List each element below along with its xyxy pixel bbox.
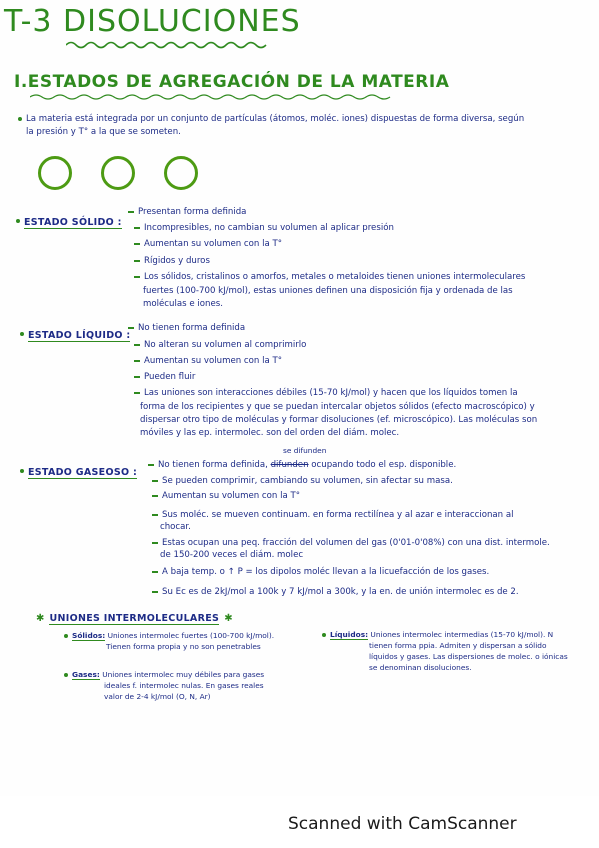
gaseoso-item-text: Estas ocupan una peq. fracción del volumen del gas (0'01-0'08%) con una dist. intermole. [162,538,550,548]
liquido-item [128,322,245,335]
gaseoso-item-text: Aumentan su volumen con la T° [162,491,301,501]
gaseoso-item [148,459,456,472]
solido-item-cont: moléculas e iones. [143,299,223,309]
liquido-item-text: Las uniones son interacciones débiles (15-70 kJ/mol) y hacen que los líquidos tomen la [144,388,518,398]
dash-icon [152,591,158,593]
uniones-gases-text: Uniones intermolec muy débiles para gases [102,670,265,679]
bullet-dot-icon [64,673,68,677]
solido-label-text: ESTADO SÓLIDO : [24,217,122,228]
liquido-item-cont: móviles y las ep. intermolec. son del orden del diám. molec. [140,428,400,438]
intro-line-2: la presión y T° a la que se someten. [26,127,181,137]
solido-item [134,222,394,235]
star-icon: ✱ [224,613,233,624]
dash-icon [134,276,140,278]
liquido-item [134,371,195,384]
page-title: T-3 DISOLUCIONES [4,4,301,39]
gaseoso-item [152,586,519,599]
bullet-dot-icon [64,634,68,638]
solido-item-text: Rígidos y duros [144,256,210,266]
dash-icon [152,495,158,497]
uniones-gases-line: ideales f. intermolec nulas. En gases reales [104,681,264,690]
dash-icon [134,392,140,394]
gaseoso-label [20,460,137,479]
dash-icon [134,344,140,346]
dash-icon [134,260,140,262]
bullet-dot-icon [322,633,326,637]
liquido-item [134,355,282,368]
solido-item-text: Aumentan su volumen con la T° [144,239,283,249]
uniones-gases [64,670,264,681]
solido-item-text: Incompresibles, no cambian su volumen al aplicar presión [144,223,394,233]
intro-text-1: La materia está integrada por un conjunto de partículas (átomos, moléc. iones) dispuestas de forma diversa, según [26,114,525,124]
gaseoso-label-text: ESTADO GASEOSO : [28,467,138,478]
dash-icon [152,571,158,573]
liquido-label-text: ESTADO LÍQUIDO : [28,330,131,341]
gaseoso-item-text: A baja temp. o ↑ P = los dipolos moléc llevan a la licuefacción de los gases. [162,567,490,577]
gaseoso-item [152,566,489,579]
dash-icon [152,480,158,482]
dash-icon [134,243,140,245]
dash-icon [134,227,140,229]
bullet-dot-icon [16,219,20,223]
gaseoso-item-text: Su Ec es de 2kJ/mol a 100k y 7 kJ/mol a 300k, y la en. de unión intermolec es de 2. [162,587,519,597]
gaseoso-item-text: Se pueden comprimir, cambiando su volumen, sin afectar su masa. [162,476,453,486]
solido-item [134,255,210,268]
particle-circle-icon [164,156,198,190]
gaseoso-item-cont: chocar. [160,522,191,532]
uniones-gases-label: Gases: [72,670,100,679]
particle-circle-icon [101,156,135,190]
gaseoso-item [152,490,300,503]
title-wavy-underline [66,40,271,50]
uniones-solidos-text: Uniones intermolec fuertes (100-700 kJ/mol). [107,631,275,640]
liquido-item-cont: forma de los recipientes y que se puedan intercalar objetos sólidos (efecto macroscópico) y [140,402,535,412]
gaseoso-item-cont: de 150-200 veces el diám. molec [160,550,304,560]
uniones-title-text: UNIONES INTERMOLECULARES [49,613,220,624]
section-title-underline [30,93,395,101]
uniones-gases-line: valor de 2-4 kJ/mol (O, N, Ar) [104,692,211,701]
uniones-liquidos-label: Líquidos: [330,630,369,639]
gaseoso-item-text: No tienen forma definida, [158,460,268,470]
solido-item [128,206,246,219]
uniones-liquidos-line: se denominan disoluciones. [369,663,472,672]
particle-circle-icon [38,156,72,190]
solido-item-text: Presentan forma definida [138,207,247,217]
gaseoso-insert-note: se difunden [283,446,327,455]
dash-icon [152,542,158,544]
intro-line-1 [18,113,524,126]
solido-item-text: Los sólidos, cristalinos o amorfos, metales o metaloides tienen uniones intermoleculares [144,272,526,282]
uniones-title [36,606,233,625]
uniones-solidos-label: Sólidos: [72,631,106,640]
solido-item [134,271,525,284]
gaseoso-item-text: ocupando todo el esp. disponible. [311,460,457,470]
gaseoso-item-text: Sus moléc. se mueven continuam. en forma rectilínea y al azar e interaccionan al [162,510,514,520]
liquido-label [20,323,130,342]
liquido-item-text: No tienen forma definida [138,323,246,333]
bullet-dot-icon [20,332,24,336]
solido-label [16,210,122,229]
gaseoso-item [152,475,453,488]
bullet-dot-icon [18,117,22,121]
solido-item-cont: fuertes (100-700 kJ/mol), estas uniones definen una disposición fija y ordenada de las [143,286,513,296]
uniones-liquidos-line: líquidos y gases. Las dispersiones de molec. o iónicas [369,652,568,661]
gaseoso-item [152,537,550,550]
uniones-liquidos [322,630,553,641]
liquido-item-cont: dispersar otro tipo de moléculas y formar disoluciones (ef. microscópico). Las moléculas son [140,415,538,425]
uniones-liquidos-line: tienen forma ppia. Admiten y dispersan a sólido [369,641,547,650]
uniones-liquidos-text: Uniones intermolec intermedias (15-70 kJ/mol). N [370,630,554,639]
bullet-dot-icon [20,469,24,473]
liquido-item [134,387,518,400]
dash-icon [152,514,158,516]
dash-icon [134,376,140,378]
dash-icon [128,211,134,213]
uniones-solidos-line: Tienen forma propia y no son penetrables [106,642,261,651]
liquido-item [134,339,306,352]
liquido-item-text: No alteran su volumen al comprimirlo [144,340,307,350]
dash-icon [128,327,134,329]
scanner-watermark: Scanned with CamScanner [288,814,517,834]
dash-icon [148,464,154,466]
star-icon: ✱ [36,613,45,624]
struck-word: difunden [270,460,309,470]
gaseoso-item [152,509,514,522]
section-title: I.ESTADOS DE AGREGACIÓN DE LA MATERIA [14,72,450,92]
liquido-item-text: Aumentan su volumen con la T° [144,356,283,366]
liquido-item-text: Pueden fluir [144,372,196,382]
dash-icon [134,360,140,362]
uniones-solidos [64,631,274,642]
solido-item [134,238,282,251]
